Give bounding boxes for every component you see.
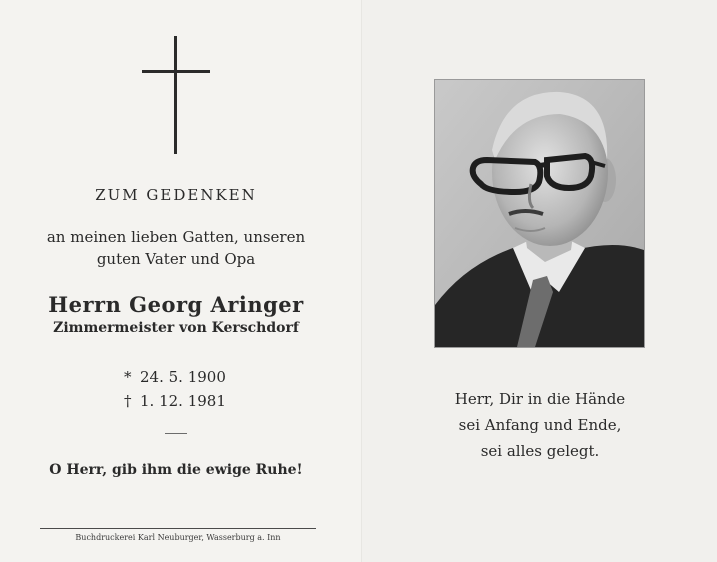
birth-symbol: * [124, 368, 132, 386]
dedication-line-2: guten Vater und Opa [96, 250, 256, 268]
death-date-row [124, 392, 226, 410]
cross-icon [142, 36, 210, 154]
printer-credit: Buchdruckerei Karl Neuburger, Wasserburg a. Inn [75, 533, 281, 542]
dedication-line-1: an meinen lieben Gatten, unseren [46, 228, 306, 246]
birth-date-row [124, 368, 226, 386]
deceased-name: Herrn Georg Aringer [48, 292, 304, 317]
heading: ZUM GEDENKEN [95, 186, 257, 204]
occupation: Zimmermeister von Kerschdorf [53, 320, 299, 336]
prayer: O Herr, gib ihm die ewige Ruhe! [49, 462, 303, 478]
divider [165, 433, 187, 434]
verse-line-2: sei Anfang und Ende, [458, 416, 622, 434]
death-date: 1. 12. 1981 [140, 392, 226, 410]
death-symbol: † [124, 392, 132, 410]
verse-line-1: Herr, Dir in die Hände [454, 390, 626, 408]
printer-divider [40, 528, 316, 529]
verse-line-3: sei alles gelegt. [480, 442, 600, 460]
birth-date: 24. 5. 1900 [140, 368, 226, 386]
portrait-photo [435, 80, 644, 347]
